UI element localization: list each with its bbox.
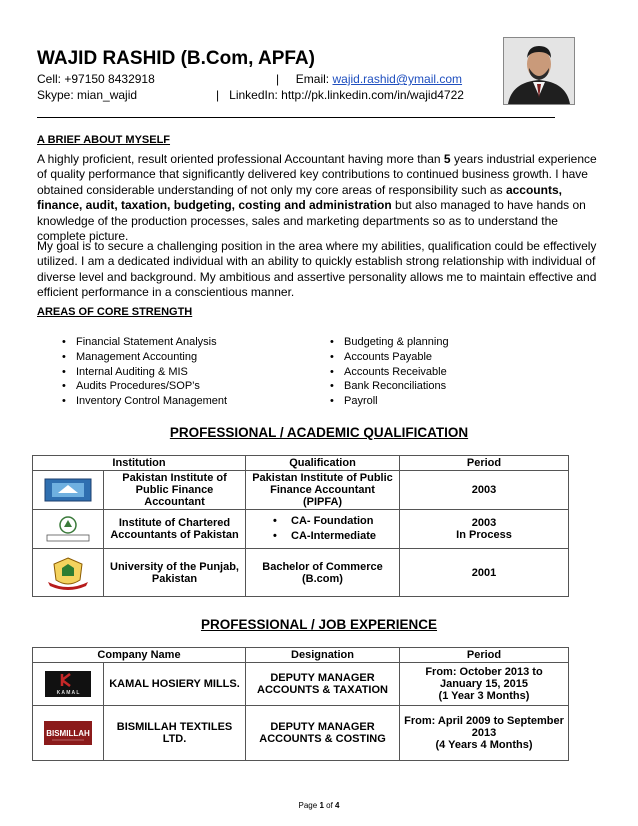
email-label: Email:: [295, 72, 330, 86]
institution-cell: Institute of Chartered Accountants of Pakistan: [104, 510, 246, 549]
qualification-table: [32, 455, 569, 597]
col-qualification: Qualification: [246, 456, 400, 471]
institution-cell: Pakistan Institute of Public Finance Accountant: [104, 471, 246, 510]
table-row: [33, 706, 569, 761]
strengths-list-left: [62, 335, 227, 409]
table-header-row: [33, 456, 569, 471]
separator: |: [216, 88, 220, 102]
company-cell: BISMILLAH TEXTILES LTD.: [104, 706, 246, 761]
separator: |: [276, 72, 280, 86]
strengths-heading: AREAS OF CORE STRENGTH: [37, 306, 193, 318]
linkedin-line: [216, 88, 464, 102]
email-link[interactable]: wajid.rashid@ymail.com: [332, 72, 463, 86]
page-total: 4: [335, 801, 340, 810]
linkedin-url: LinkedIn: http://pk.linkedin.com/in/wajid4722: [229, 88, 464, 102]
institution-cell: University of the Punjab, Pakistan: [104, 549, 246, 597]
cell-number: Cell: +97150 8432918: [37, 72, 155, 86]
list-item: • Financial Statement Analysis: [62, 335, 227, 350]
qualification-cell: [246, 510, 400, 549]
period-status: In Process: [456, 529, 512, 541]
qualification-list: [269, 514, 376, 544]
period-duration: (4 Years 4 Months): [435, 739, 533, 751]
kamal-logo-cell: [33, 663, 104, 706]
icap-logo-cell: [33, 510, 104, 549]
period-duration: (1 Year 3 Months): [438, 690, 530, 702]
experience-table: [32, 647, 569, 761]
brief-paragraph-1: [37, 152, 604, 244]
skype-id: Skype: mian_wajid: [37, 88, 138, 102]
list-item: • Bank Reconciliations: [330, 379, 449, 394]
col-period: Period: [400, 456, 569, 471]
pipfa-logo-icon: [44, 478, 92, 502]
col-institution: Institution: [33, 456, 246, 471]
brief-paragraph-2: My goal is to secure a challenging position in the area where my abilities, qualification could be effectively utilized. I am a dedicated individual with an ability to quickly establish strong relationship with individual of diverse level and background. My ambitious and assertive personality allows me to maintain effective and efficient performance in a conscientious manner.: [37, 239, 597, 300]
period-cell: [400, 706, 569, 761]
brief-text: years industrial experience of quality performance that significantly delivered key contributions to continued business growth. I have obtained considerable understanding of not only my core areas of responsibility such as: [37, 152, 597, 197]
brief-text: A highly proficient, result oriented professional Accountant having more than: [37, 152, 444, 166]
profile-photo: [503, 37, 575, 105]
brief-heading: A BRIEF ABOUT MYSELF: [37, 134, 171, 146]
designation-cell: DEPUTY MANAGER ACCOUNTS & COSTING: [246, 706, 400, 761]
col-company: Company Name: [33, 648, 246, 663]
pipfa-logo-cell: [33, 471, 104, 510]
table-row: [33, 471, 569, 510]
bismillah-logo-cell: [33, 706, 104, 761]
punjab-university-logo-icon: [46, 556, 90, 590]
designation-cell: DEPUTY MANAGER ACCOUNTS & TAXATION: [246, 663, 400, 706]
list-item: • Audits Procedures/SOP’s: [62, 379, 227, 394]
list-item: • CA- Foundation: [269, 514, 376, 529]
table-row: [33, 510, 569, 549]
period-cell: [400, 510, 569, 549]
list-item: • Accounts Payable: [330, 350, 449, 365]
period-year: 2003: [471, 517, 497, 529]
list-item: • CA-Intermediate: [269, 529, 376, 544]
company-cell: KAMAL HOSIERY MILLS.: [104, 663, 246, 706]
page-current: 1: [319, 801, 324, 810]
list-item: • Accounts Receivable: [330, 365, 449, 380]
period-cell: [400, 663, 569, 706]
table-row: [33, 663, 569, 706]
experience-heading: PROFESSIONAL / JOB EXPERIENCE: [200, 617, 438, 632]
brief-years: 5: [443, 152, 451, 166]
list-item: • Inventory Control Management: [62, 394, 227, 409]
col-period: Period: [400, 648, 569, 663]
email-line: [276, 72, 462, 86]
table-row: [33, 549, 569, 597]
pu-logo-cell: [33, 549, 104, 597]
page-label: Page: [298, 801, 318, 810]
qualification-heading: PROFESSIONAL / ACADEMIC QUALIFICATION: [169, 425, 469, 440]
credentials-text: (B.Com, APFA): [180, 48, 315, 69]
period-cell: 2001: [400, 549, 569, 597]
list-item: • Management Accounting: [62, 350, 227, 365]
list-item: • Payroll: [330, 394, 449, 409]
qualification-cell: Pakistan Institute of Public Finance Accountant (PIPFA): [246, 471, 400, 510]
portrait-icon: [504, 38, 574, 104]
icap-logo-icon: [43, 514, 93, 544]
page-of: of: [326, 801, 333, 810]
header-divider: [37, 117, 555, 118]
candidate-name: [37, 48, 315, 70]
period-range: From: April 2009 to September 2013: [404, 715, 564, 739]
bismillah-logo-icon: [44, 721, 92, 745]
table-header-row: [33, 648, 569, 663]
col-designation: Designation: [246, 648, 400, 663]
name-text: WAJID RASHID: [37, 48, 176, 69]
bismillah-logo-text: BISMILLAH: [46, 729, 90, 738]
page-number: [0, 801, 638, 810]
brief-key-areas: accounts, finance, audit, taxation, budgeting, costing and administration: [37, 182, 562, 213]
kamal-logo-icon: [45, 671, 91, 697]
brief-text: but also managed to have hands on knowledge of the production processes, sales and marketing departments so as to understand the complete picture.: [37, 198, 586, 244]
list-item: • Budgeting & planning: [330, 335, 449, 350]
period-range: From: October 2013 to January 15, 2015: [425, 666, 543, 690]
strengths-list-right: [330, 335, 449, 409]
list-item: • Internal Auditing & MIS: [62, 365, 227, 380]
kamal-logo-text: K A M A L: [56, 690, 80, 696]
qualification-cell: Bachelor of Commerce (B.com): [246, 549, 400, 597]
period-cell: 2003: [400, 471, 569, 510]
